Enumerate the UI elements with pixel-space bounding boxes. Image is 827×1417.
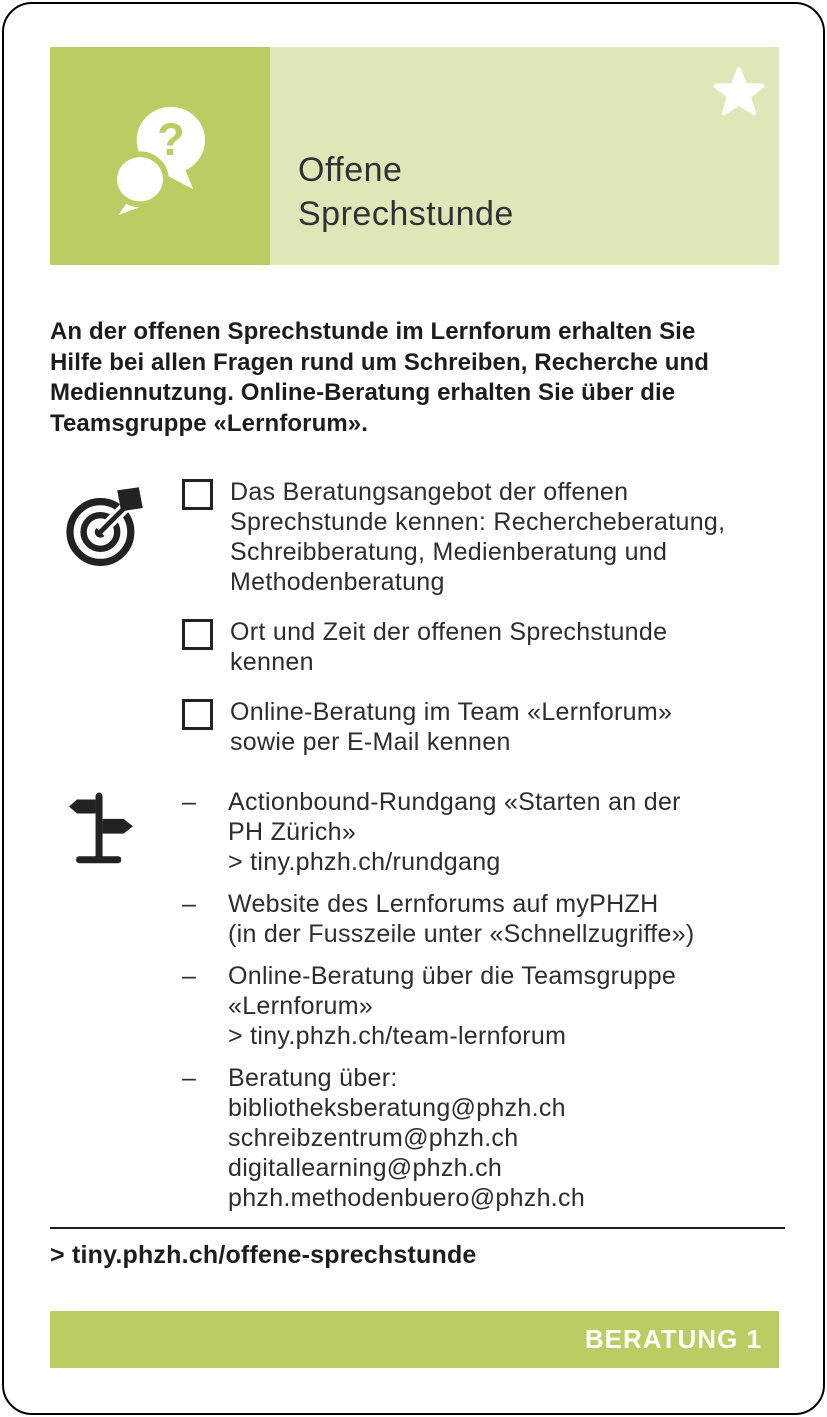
resources-section [50, 787, 779, 1213]
goals-icon-column [50, 477, 182, 757]
checklist-item [182, 697, 779, 757]
resource-item-text: Website des Lernforums auf myPHZH (in der Fusszeile unter «Schnellzugriffe») [228, 890, 695, 948]
checklist-item-text: Online-Beratung im Team «Lernforum» sowie per E-Mail kennen [230, 698, 673, 756]
resource-item-text: Beratung über: bibliotheksberatung@phzh.ch schreibzentrum@phzh.ch digitallearning@phzh.ch phzh.methodenbuero@phzh.ch [228, 1064, 586, 1212]
dash-marker: – [182, 962, 196, 990]
goals-section [50, 477, 779, 757]
page-title-line: Offene [298, 151, 403, 189]
resource-item [182, 961, 779, 1051]
star-icon [712, 66, 766, 118]
header-icon-block [50, 47, 270, 265]
checkbox[interactable] [182, 619, 213, 650]
checkbox[interactable] [182, 699, 213, 730]
checkbox[interactable] [182, 479, 213, 510]
goals-list [182, 477, 779, 757]
resource-item-text: Actionbound-Rundgang «Starten an der PH Zürich» > tiny.phzh.ch/rundgang [228, 788, 681, 876]
category-badge: BERATUNG 1 [584, 1324, 762, 1354]
page-title-line: Sprechstunde [298, 195, 514, 233]
svg-text:?: ? [157, 114, 185, 166]
dash-marker: – [182, 788, 196, 816]
checklist-item [182, 477, 779, 597]
resource-item [182, 1063, 779, 1213]
header-banner [50, 47, 779, 265]
footer-link[interactable]: > tiny.phzh.ch/offene-sprechstunde [50, 1241, 477, 1269]
signpost-icon [66, 790, 136, 868]
page-title [298, 148, 779, 236]
target-icon [62, 477, 150, 571]
resources-list [182, 787, 779, 1213]
resources-icon-column [50, 787, 182, 1213]
checklist-item [182, 617, 779, 677]
checklist-item-text: Ort und Zeit der offenen Sprechstunde kennen [230, 618, 668, 676]
dash-marker: – [182, 1064, 196, 1092]
checklist-item-text: Das Beratungsangebot der offenen Sprechstunde kennen: Rechercheberatung, Schreibberatung, Medienberatung und Methodenberatung [230, 478, 726, 596]
header-title-block [270, 47, 779, 265]
category-bar [50, 1311, 779, 1368]
resource-item [182, 787, 779, 877]
dash-marker: – [182, 890, 196, 918]
info-card [2, 2, 825, 1415]
chat-question-icon [110, 95, 210, 217]
intro-paragraph: An der offenen Sprechstunde im Lernforum erhalten Sie Hilfe bei allen Fragen rund um Schreiben, Recherche und Mediennutzung. Online-Beratung erhalten Sie über die Teamsgruppe «Lernforum». [50, 318, 709, 437]
resource-item [182, 889, 779, 949]
resource-item-text: Online-Beratung über die Teamsgruppe «Lernforum» > tiny.phzh.ch/team-lernforum [228, 962, 677, 1050]
divider [50, 1227, 785, 1229]
